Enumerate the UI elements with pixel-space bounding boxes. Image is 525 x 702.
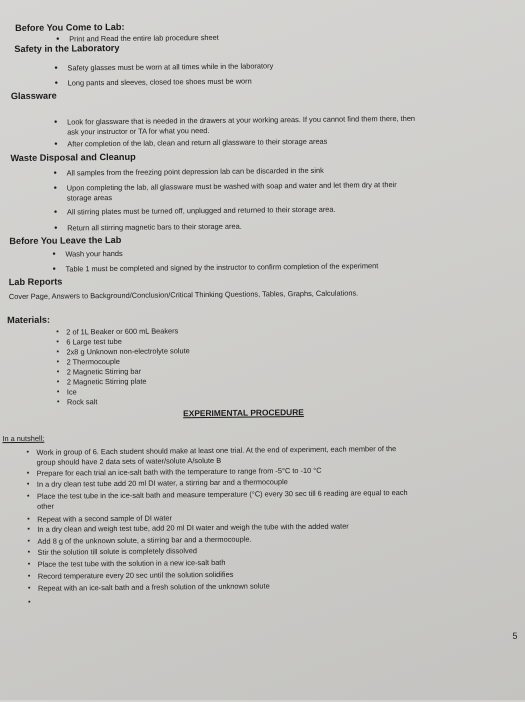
material-item: ▪ 2 Magnetic Stirring bar: [67, 367, 141, 377]
list-item: • All stirring plates must be turned off, unplugged and returned to their storage area.: [67, 205, 336, 217]
material-item: ▪ 6 Large test tube: [66, 337, 122, 347]
list-item: • Table 1 must be completed and signed by the instructor to confirm completion of the experiment: [66, 261, 379, 273]
list-item: • Return all stirring magnetic bars to their storage area.: [67, 222, 242, 233]
material-item: ▪ 2x8 g Unknown non-electrolyte solute: [66, 346, 189, 356]
procedure-step: ▪ Place the test tube in the ice-salt bath and measure temperature (°C) every 30 sec till 6 reading are equal to each: [37, 488, 408, 501]
page-number: 5: [512, 630, 518, 641]
list-item: • Look for glassware that is needed in the drawers at your working areas. If you cannot find them there, then: [67, 114, 415, 127]
list-item: • After completion of the lab, clean and return all glassware to their storage areas: [67, 137, 327, 149]
list-item: • Wash your hands: [65, 249, 122, 259]
list-item: • Print and Read the entire lab procedure sheet: [69, 33, 219, 44]
list-item: • Upon completing the lab, all glassware must be washed with soap and water and let them dry at their: [67, 180, 397, 192]
procedure-step: ▪ Stir the solution till solute is completely dissolved: [38, 546, 197, 557]
heading-before-leave: Before You Leave the Lab: [9, 234, 122, 247]
material-item: ▪ Rock salt: [67, 397, 97, 406]
material-item: ▪ Ice: [67, 387, 77, 396]
procedure-step-continuation: other: [37, 501, 54, 511]
procedure-step: ▪ Place the test tube with the solution in a new ice-salt bath: [38, 558, 226, 569]
list-item-continuation: ask your instructor or TA for what you need.: [67, 126, 210, 137]
material-item: ▪ 2 of 1L Beaker or 600 mL Beakers: [66, 326, 178, 336]
procedure-step: ▪ Repeat with a second sample of DI water: [37, 513, 172, 523]
heading-materials: Materials:: [7, 314, 51, 326]
procedure-nutshell: In a nutshell:: [2, 433, 45, 444]
lab-reports-text: Cover Page, Answers to Background/Conclusion/Critical Thinking Questions, Tables, Graphs, Calculations.: [8, 288, 359, 302]
list-item: • Long pants and sleeves, closed toe shoes must be worn: [68, 77, 252, 88]
heading-glassware: Glassware: [10, 90, 57, 102]
empty-bullet: ▪: [28, 598, 31, 606]
heading-safety: Safety in the Laboratory: [14, 42, 120, 55]
procedure-step: ▪ Prepare for each trial an ice-salt bath with the temperature to range from -5°C to -10 °C: [37, 466, 322, 478]
procedure-step: ▪ In a dry clean and weigh test tube, add 20 ml DI water and weigh the tube with the added water: [37, 522, 348, 534]
heading-lab-reports: Lab Reports: [8, 276, 63, 288]
heading-waste: Waste Disposal and Cleanup: [10, 151, 136, 164]
procedure-step: ▪ In a dry clean test tube add 20 ml DI water, a stirring bar and a thermocouple: [37, 477, 288, 489]
procedure-step: ▪ Record temperature every 20 sec until the solution solidifies: [38, 570, 234, 581]
procedure-step-continuation: group should have 2 data sets of water/solute A/solute B: [36, 455, 222, 467]
list-item-continuation: storage areas: [66, 193, 113, 203]
list-item: • All samples from the freezing point depression lab can be discarded in the sink: [67, 166, 324, 178]
heading-before-lab: Before You Come to Lab:: [15, 21, 125, 34]
procedure-title: EXPERIMENTAL PROCEDURE: [183, 407, 304, 419]
material-item: ▪ 2 Magnetic Stirring plate: [67, 377, 147, 387]
procedure-step: ▪ Add 8 g of the unknown solute, a stirring bar and a thermocouple.: [37, 535, 251, 546]
material-item: ▪ 2 Thermocouple: [67, 357, 120, 367]
procedure-step: ▪ Work in group of 6. Each student should make at least one trial. At the end of experiment, each member of the: [36, 444, 396, 457]
procedure-step: ▪ Repeat with an ice-salt bath and a fresh solution of the unknown solute: [38, 581, 270, 592]
list-item: • Safety glasses must be worn at all times while in the laboratory: [67, 61, 273, 72]
